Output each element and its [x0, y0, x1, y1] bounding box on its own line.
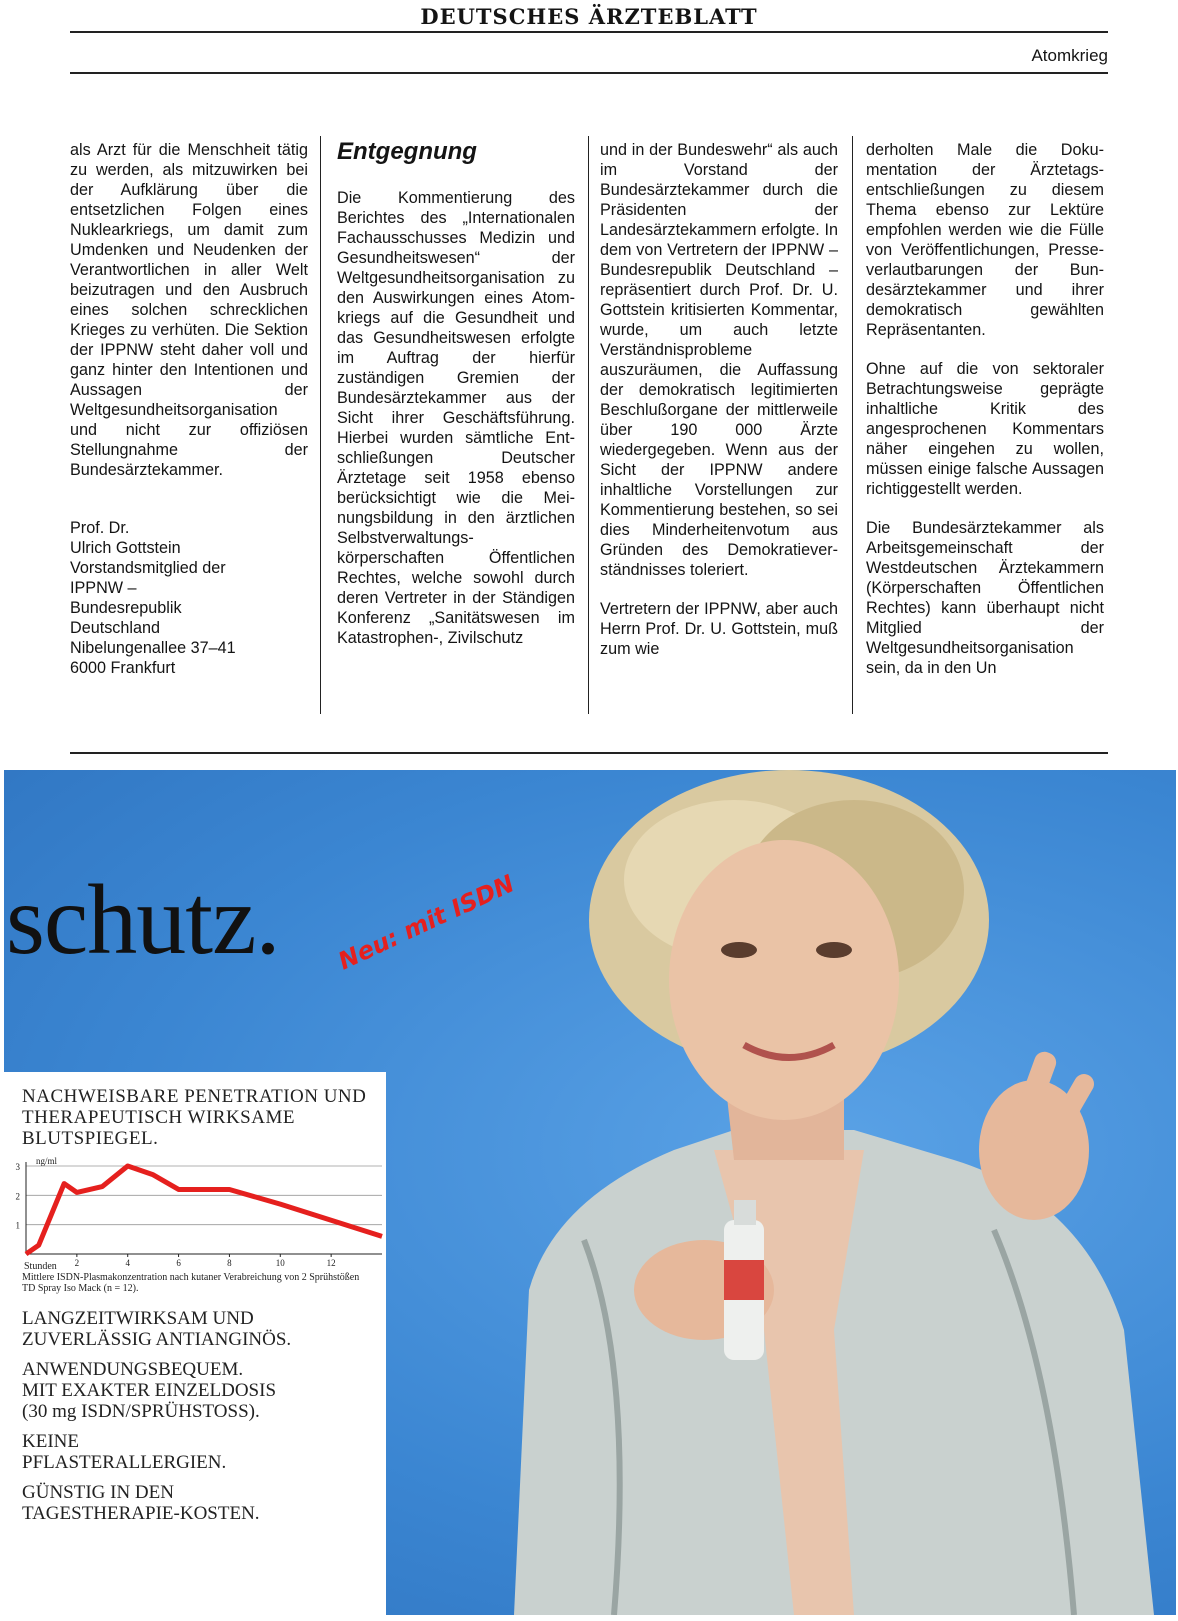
y-tick-label: 2 — [15, 1191, 20, 1202]
signature-line: Ulrich Gottstein — [70, 539, 181, 557]
signature-line: IPPNW – — [70, 579, 137, 597]
header-rule-bottom — [70, 72, 1108, 74]
column-divider — [588, 136, 589, 714]
column-divider — [852, 136, 853, 714]
signature-line: Vorstandsmitglied der — [70, 559, 226, 577]
advertisement — [4, 770, 1176, 1615]
chart-caption: Mittlere ISDN-Plasmakonzentration nach kutaner Verabreichung von 2 Sprühstößen TD Spray Iso Mack (n = 12). — [22, 1272, 360, 1294]
article-paragraph: als Arzt für die Menschheit tätig zu werden, als mitzuwirken bei der Aufklärung über die entsetzlichen Folgen eines Nuklearkriegs, um damit zum Umdenken und Neudenken der Verantwortlichen in aller Welt beizutragen und den Ausbruch eines solchen schrecklichen Krieges zu verhüten. Die Sektion der IPPNW steht daher voll und ganz hinter den Intentionen und Aussagen der Weltgesundheitsorganisation und nicht zur offiziösen Stellungnahme der Bundesärztekammer. — [70, 141, 308, 479]
article-paragraph: Vertretern der IPPNW, aber auch Herrn Prof. Dr. U. Gottstein, muß zum wie — [600, 600, 838, 658]
header-rule-top — [70, 31, 1108, 33]
ad-box-title: NACHWEISBARE PENETRATION UND THERAPEUTISCH WIRKSAME BLUTSPIEGEL. — [22, 1086, 367, 1149]
signature-line: Bundesrepublik — [70, 599, 182, 617]
article-column-1 — [70, 140, 308, 697]
signature-block — [70, 518, 308, 678]
signature-line: 6000 Frankfurt — [70, 659, 176, 677]
y-tick-label: 3 — [15, 1162, 20, 1172]
plasma-concentration-chart — [4, 1154, 386, 1274]
y-tick-label: 1 — [15, 1220, 20, 1231]
signature-line: Nibelungenallee 37–41 — [70, 639, 236, 657]
signature-line: Prof. Dr. — [70, 519, 130, 537]
y-axis-label: ng/ml — [36, 1156, 58, 1166]
ad-claim: ANWENDUNGSBEQUEM. MIT EXAKTER EINZELDOSIS (30 mg ISDN/SPRÜHSTOSS). — [22, 1359, 277, 1422]
x-tick-label: 4 — [125, 1258, 130, 1268]
ad-claims — [22, 1308, 382, 1533]
article-end-rule — [70, 752, 1108, 754]
article-paragraph: Die Kommentierung des Berichtes des „Internationalen Fachausschusses Medizin und Gesundheitswesen“ der Weltgesundheitsorganisation zu den Auswirkungen eines Atomkriegs auf die Gesundheit und das Gesundheitswesen erfolgte im Auftrag der hierfür zuständigen Gremien der Bundesärztekammer aus der Sicht ihrer Geschäftsführung. Hierbei wurden sämtliche Entschließungen Deutscher Ärztetage seit 1958 ebenso berücksichtigt wie die Meinungsbildung in den ärztlichen Selbstverwaltungskörperschaften Öffentlichen Rechtes, welche sowohl durch deren Vertreter in der Ständigen Konferenz „Sanitätswesen im Katastrophen-, Zivilschutz — [337, 189, 575, 647]
x-tick-label: 2 — [74, 1258, 80, 1268]
x-tick-label: 10 — [275, 1258, 285, 1268]
x-tick-label: 6 — [176, 1258, 181, 1268]
article-column-2 — [337, 140, 575, 667]
woman-photo — [434, 770, 1176, 1615]
ad-claim: KEINE PFLASTERALLERGIEN. — [22, 1431, 227, 1473]
article-paragraph: derholten Male die Dokumentation der Ärztetagsentschließungen zu diesem Thema ebenso zur Lektüre empfohlen werden wie die Fülle von Veröffentlichungen, Presseverlautbarungen der Bundesärztekammer und ihrer demokratisch gewählten Repräsentanten. — [866, 141, 1104, 339]
journal-title: DEUTSCHES ÄRZTEBLATT — [420, 4, 758, 29]
x-tick-label: 8 — [227, 1258, 232, 1268]
reply-heading: Entgegnung — [337, 138, 477, 165]
article-column-4 — [866, 140, 1104, 697]
series-line — [26, 1166, 382, 1254]
column-divider — [320, 136, 321, 714]
ad-claim: GÜNSTIG IN DEN TAGESTHERAPIE-KOSTEN. — [22, 1482, 260, 1524]
ad-claim: LANGZEITWIRKSAM UND ZUVERLÄSSIG ANTIANGINÖS. — [22, 1308, 292, 1350]
article-paragraph: Ohne auf die von sektoraler Betrachtungsweise geprägte inhaltliche Kritik des angesprochenen Kommentars näher eingehen zu wollen, müssen einige falsche Aussagen richtiggestellt werden. — [866, 360, 1104, 498]
ad-headline: schutz. — [6, 864, 280, 975]
ad-info-box — [4, 1072, 386, 1615]
article-paragraph: Die Bundesärztekammer als Arbeitsgemeinschaft der Westdeutschen Ärztekammern (Körperschaften Öffentlichen Rechtes) kann überhaupt nicht Mitglied der Weltgesundheitsorganisation sein, da in den Un — [866, 519, 1104, 677]
article-column-3 — [600, 140, 838, 678]
x-axis-label: Stunden — [24, 1261, 57, 1272]
section-label: Atomkrieg — [1031, 46, 1108, 65]
x-tick-label: 12 — [326, 1258, 336, 1268]
article-paragraph: und in der Bundeswehr“ als auch im Vorstand der Bundesärztekammer durch die Präsidenten der Landesärztekammern erfolgte. In dem von Vertretern der IPPNW – Bundesrepublik Deutschland – repräsentiert durch Prof. Dr. U. Gottstein kritisierten Kommentar, wurde, um auch letzte Verständnisprobleme auszuräumen, die Auffassung der demokratisch legitimierten Beschlußorgane der mittlerweile über 190 000 Ärzte wiedergegeben. Wenn aus der Sicht der IPPNW andere inhaltliche Vorstellungen zur Kommentierung bestehen, so sei dies Minderheitenvotum aus Gründen des Demokratieverständnisses toleriert. — [600, 141, 838, 579]
signature-line: Deutschland — [70, 619, 160, 637]
ad-stamp: Neu: mit ISDN — [334, 869, 519, 976]
